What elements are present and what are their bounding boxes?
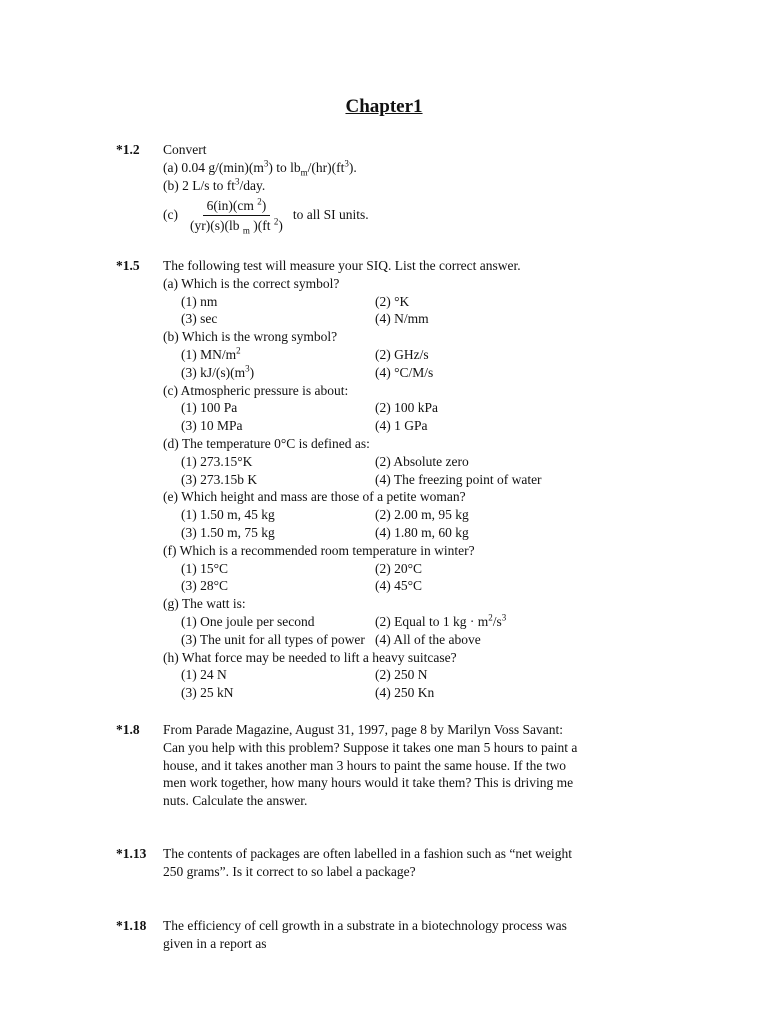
problem-heading: Convert <box>163 142 207 157</box>
option: (1) nm <box>181 293 218 309</box>
option: (3) sec <box>181 311 218 327</box>
option: (4) 1 GPa <box>375 418 428 434</box>
option: (2) 20°C <box>375 560 423 576</box>
option: (1) 100 Pa <box>181 400 238 416</box>
question-d: (d) The temperature 0°C is defined as: <box>163 435 370 451</box>
problem-number: *1.18 <box>116 918 147 933</box>
option: (4) The freezing point of water <box>375 471 542 487</box>
part-c <box>163 194 646 236</box>
option: (2) 100 kPa <box>375 400 438 416</box>
text-line: The efficiency of cell growth in a substrate in a biotechnology process was <box>163 918 567 933</box>
problem-number: *1.13 <box>116 846 147 861</box>
fraction <box>186 197 287 234</box>
option: (2) Absolute zero <box>375 453 469 469</box>
question-b: (b) Which is the wrong symbol? <box>163 329 338 345</box>
option: (1) 24 N <box>181 667 227 683</box>
problem-intro: The following test will measure your SIQ. List the correct answer. <box>163 258 521 273</box>
option: (3) $kJ/(s)(m^3)$ <box>181 363 255 380</box>
problem-number: *1.5 <box>116 258 140 273</box>
option: (4) °C/M/s <box>375 364 434 380</box>
option: (4) 45°C <box>375 578 423 594</box>
option: (1) 15°C <box>181 560 229 576</box>
option: (2) 250 N <box>375 667 428 683</box>
question-a: (a) Which is the correct symbol? <box>163 275 340 291</box>
text-line: From Parade Magazine, August 31, 1997, page 8 by Marilyn Voss Savant: <box>163 722 563 737</box>
problem-1-13 <box>116 845 646 881</box>
fraction-denominator: (yr)(s)(lb $_m$ )(ft $^2$) <box>189 216 283 236</box>
part-b: (b) 2 L/s to $ft^3$/day. <box>163 176 266 193</box>
question-g: (g) The watt is: <box>163 596 246 612</box>
part-c-tail: to all SI units. <box>292 207 369 223</box>
problem-number: *1.2 <box>116 142 140 157</box>
question-c: (c) Atmospheric pressure is about: <box>163 382 349 398</box>
problem-1-8 <box>116 721 646 810</box>
text-line: nuts. Calculate the answer. <box>163 793 308 809</box>
text-line: The contents of packages are often labelled in a fashion such as “net weight <box>163 846 572 861</box>
option: (2) °K <box>375 293 410 309</box>
option: (1) $MN/m^2$ <box>181 345 241 362</box>
option: (4) N/mm <box>375 311 429 327</box>
option: (3) 28°C <box>181 578 229 594</box>
text-line: men work together, how many hours would it take them? This is driving me <box>163 775 574 791</box>
option: (1) One joule per second <box>181 613 315 629</box>
part-a: (a) 0.04 $g/(\min)(m^3)$ to $lb_m/(hr)(ft^3)$. <box>163 158 357 178</box>
option: (3) 25 kN <box>181 685 234 701</box>
option: (4) 250 Kn <box>375 685 435 701</box>
fraction-numerator: 6(in)(cm $^2$) <box>203 197 271 216</box>
option: (2) 2.00 m, 95 kg <box>375 507 469 523</box>
question-h: (h) What force may be needed to lift a heavy suitcase? <box>163 649 457 665</box>
problem-1-18 <box>116 917 646 953</box>
option: (3) The unit for all types of power <box>181 631 365 647</box>
problem-1-5 <box>116 257 646 702</box>
option: (1) 273.15°K <box>181 453 253 469</box>
question-e: (e) Which height and mass are those of a petite woman? <box>163 489 466 505</box>
option: (3) 273.15b K <box>181 471 258 487</box>
option: (3) 1.50 m, 75 kg <box>181 524 275 540</box>
question-f: (f) Which is a recommended room temperature in winter? <box>163 542 475 558</box>
problem-number: *1.8 <box>116 722 140 737</box>
text-line: 250 grams”. Is it correct to so label a package? <box>163 863 416 879</box>
text-line: Can you help with this problem? Suppose it takes one man 5 hours to paint a <box>163 739 578 755</box>
text-line: house, and it takes another man 3 hours to paint the same house. If the two <box>163 757 567 773</box>
problem-1-2 <box>116 141 646 236</box>
option: (2) GHz/s <box>375 346 429 362</box>
option: (2) Equal to 1 kg · $m^2/s^3$ <box>375 612 507 629</box>
part-c-label: (c) <box>163 207 178 223</box>
chapter-title: Chapter1 <box>345 96 423 117</box>
option: (4) All of the above <box>375 631 481 647</box>
option: (1) 1.50 m, 45 kg <box>181 507 275 523</box>
text-line: given in a report as <box>163 935 267 951</box>
option: (4) 1.80 m, 60 kg <box>375 524 469 540</box>
option: (3) 10 MPa <box>181 418 243 434</box>
